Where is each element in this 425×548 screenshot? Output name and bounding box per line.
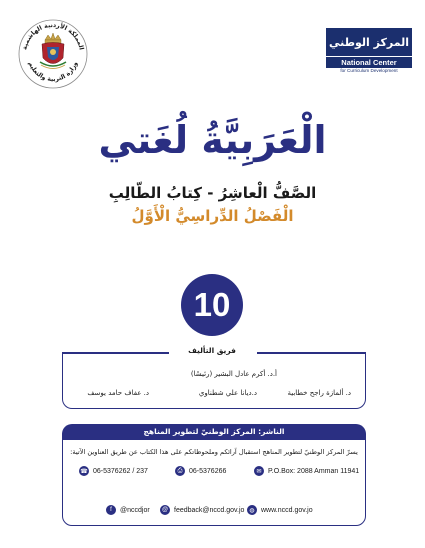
author-member: د. عفاف حامد يوسف [87, 389, 149, 397]
contact-email[interactable] [160, 505, 244, 515]
publisher-note: يسرّ المركز الوطنيّ لتطوير المناهج استقبال آرائكم وملحوظاتكم على هذا الكتاب عن طريق العناوين الآتية: [70, 448, 358, 456]
contact-facebook[interactable] [106, 505, 150, 515]
contact-phone [79, 466, 148, 476]
book-title: الْعَرَبِيَّةُ لُغَتي [98, 118, 327, 162]
ncc-logo-name: National Center [326, 57, 412, 68]
authors-box [62, 352, 366, 409]
contact-website[interactable] [247, 505, 313, 515]
fax-icon: ⎙ [175, 466, 185, 476]
ministry-emblem [14, 14, 92, 92]
facebook-handle[interactable]: @nccdjor [120, 506, 150, 514]
author-lead: أ.د. أكرم عادل البشير (رئيسًا) [190, 370, 277, 378]
grade-number: 10 [193, 286, 231, 323]
ncc-logo-mark [326, 28, 412, 56]
svg-text:وزارة التربية والتعليم [27, 61, 79, 83]
semester-label: الْفَصْلُ الدِّراسِيُّ الْأَوَّلُ [131, 207, 294, 225]
ncc-logo-arabic: المركز الوطني [329, 35, 409, 49]
authors-heading: فريق التأليف [170, 346, 254, 355]
email-address[interactable]: feedback@nccd.gov.jo [174, 506, 245, 514]
globe-icon: ◍ [247, 505, 257, 515]
email-icon: @ [161, 507, 169, 513]
publisher-heading: الناشر: المركز الوطنيّ لتطوير المناهج [143, 427, 285, 436]
phone-number: 06-5376262 / 237 [93, 467, 148, 475]
ncc-logo-subtitle: for Curriculum Development [340, 68, 398, 73]
facebook-icon: f [106, 505, 116, 515]
website-url[interactable]: www.nccd.gov.jo [261, 506, 313, 514]
book-subtitle: الصَّفُّ الْعاشِرُ - كِتابُ الطّالِبِ [108, 184, 317, 202]
emblem-bottom-text: وزارة التربية والتعليم [26, 60, 80, 84]
author-member: د. ألمازة راجح خطابية [287, 389, 351, 397]
fax-number: 06-5376266 [189, 467, 227, 475]
grade-badge [181, 274, 243, 336]
emblem-top-text: المملكة الأردنية الهاشمية [21, 21, 85, 51]
mailbox-icon: ✉ [254, 466, 264, 476]
phone-icon: ☎ [79, 466, 89, 476]
ncc-logo [326, 28, 412, 74]
contact-pobox [254, 466, 359, 476]
contact-fax [175, 466, 226, 476]
pobox-address: P.O.Box: 2088 Amman 11941 [268, 467, 360, 475]
author-member: د.ديانا علي شطناوي [198, 389, 257, 397]
